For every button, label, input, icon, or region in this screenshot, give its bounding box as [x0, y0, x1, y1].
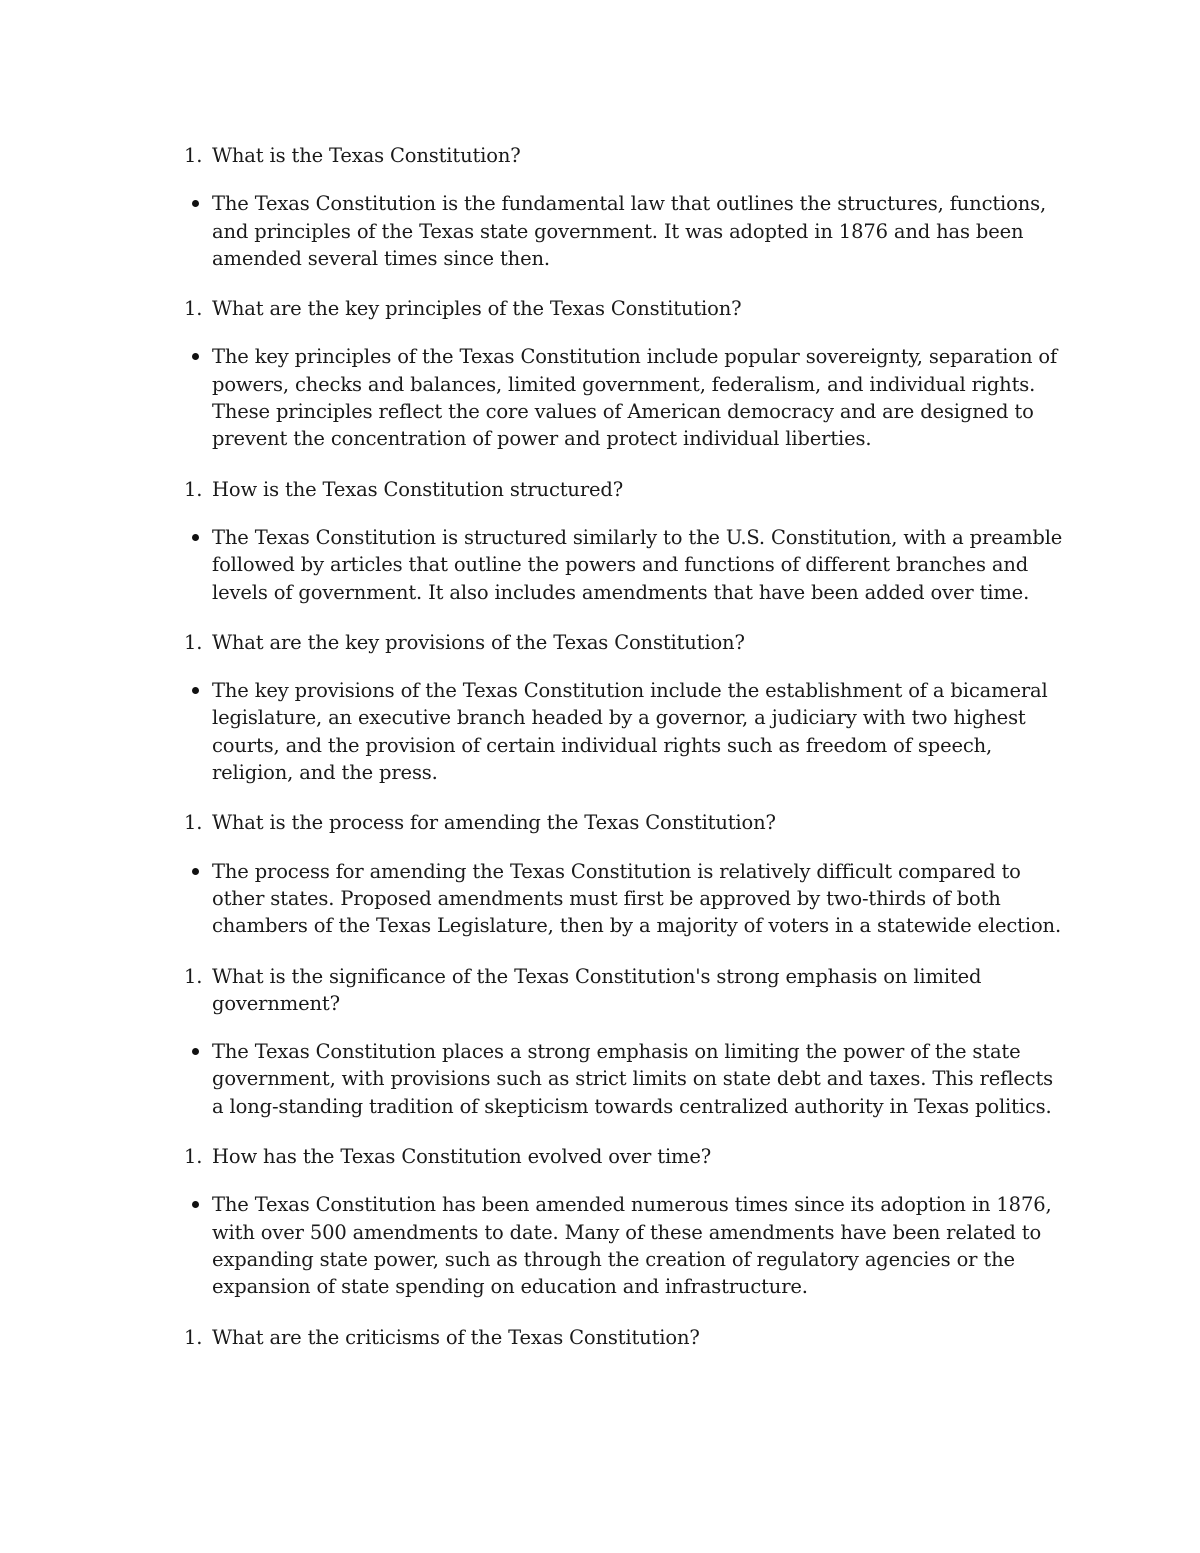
question-text: What are the criticisms of the Texas Constitution?	[212, 1325, 700, 1349]
answer-text: The process for amending the Texas Constitution is relatively difficult compared to other states. Proposed amendments must first be approved by two-thirds of both chambers of the Texas Legislature, then by a majority of voters in a statewide election.	[212, 859, 1061, 938]
question-text: How has the Texas Constitution evolved over time?	[212, 1145, 712, 1169]
bullet-icon	[192, 1048, 199, 1055]
bullet-icon	[192, 200, 199, 207]
answer-text: The Texas Constitution has been amended numerous times since its adoption in 1876, with over 500 amendments to date. Many of these amendments have been related to expanding state power, such as through the creation of regulatory agencies or the expansion of state spending on education and infrastructure.	[212, 1193, 1052, 1299]
list-number: 1.	[184, 1145, 203, 1169]
answer-item	[184, 1038, 1064, 1120]
answer-text: The key principles of the Texas Constitution include popular sovereignty, separation of powers, checks and balances, limited government, federalism, and individual rights. These principles reflect the core values of American democracy and are designed to prevent the concentration of power and protect individual liberties.	[212, 345, 1058, 451]
bullet-icon	[192, 1201, 199, 1208]
list-number: 1.	[184, 1325, 203, 1349]
question-item	[184, 1324, 1064, 1351]
bullet-icon	[192, 868, 199, 875]
question-text: How is the Texas Constitution structured?	[212, 477, 624, 501]
question-item	[184, 295, 1064, 322]
answer-item	[184, 524, 1064, 606]
question-text: What are the key provisions of the Texas Constitution?	[212, 630, 745, 654]
bullet-icon	[192, 534, 199, 541]
question-item	[184, 1143, 1064, 1170]
qa-list	[184, 142, 1064, 1372]
list-number: 1.	[184, 144, 203, 167]
answer-text: The Texas Constitution is structured similarly to the U.S. Constitution, with a preamble followed by articles that outline the powers and functions of different branches and levels of government. It also includes amendments that have been added over time.	[212, 525, 1063, 604]
list-number: 1.	[184, 630, 203, 654]
question-item	[184, 809, 1064, 836]
question-text: What is the process for amending the Texas Constitution?	[212, 811, 776, 835]
answer-item	[184, 677, 1064, 786]
answer-item	[184, 858, 1064, 940]
list-number: 1.	[184, 477, 203, 501]
answer-text: The key provisions of the Texas Constitution include the establishment of a bicameral legislature, an executive branch headed by a governor, a judiciary with two highest courts, and the provision of certain individual rights such as freedom of speech, religion, and the press.	[212, 679, 1048, 785]
bullet-icon	[192, 353, 199, 360]
question-item	[184, 476, 1064, 503]
question-text: What are the key principles of the Texas Constitution?	[212, 297, 742, 321]
question-item	[184, 142, 1064, 169]
answer-item	[184, 343, 1064, 452]
question-item	[184, 963, 1064, 1018]
list-number: 1.	[184, 964, 203, 988]
answer-item	[184, 190, 1064, 272]
list-number: 1.	[184, 297, 203, 321]
answer-text: The Texas Constitution places a strong emphasis on limiting the power of the state government, with provisions such as strict limits on state debt and taxes. This reflects a long-standing tradition of skepticism towards centralized authority in Texas politics.	[212, 1040, 1054, 1118]
question-item	[184, 629, 1064, 656]
question-text: What is the significance of the Texas Constitution's strong emphasis on limited government?	[212, 964, 982, 1015]
answer-text: The Texas Constitution is the fundamental law that outlines the structures, functions, and principles of the Texas state government. It was adopted in 1876 and has been amended several times since then.	[212, 192, 1047, 270]
list-number: 1.	[184, 811, 203, 835]
answer-item	[184, 1191, 1064, 1300]
question-text: What is the Texas Constitution?	[212, 144, 521, 167]
bullet-icon	[192, 687, 199, 694]
